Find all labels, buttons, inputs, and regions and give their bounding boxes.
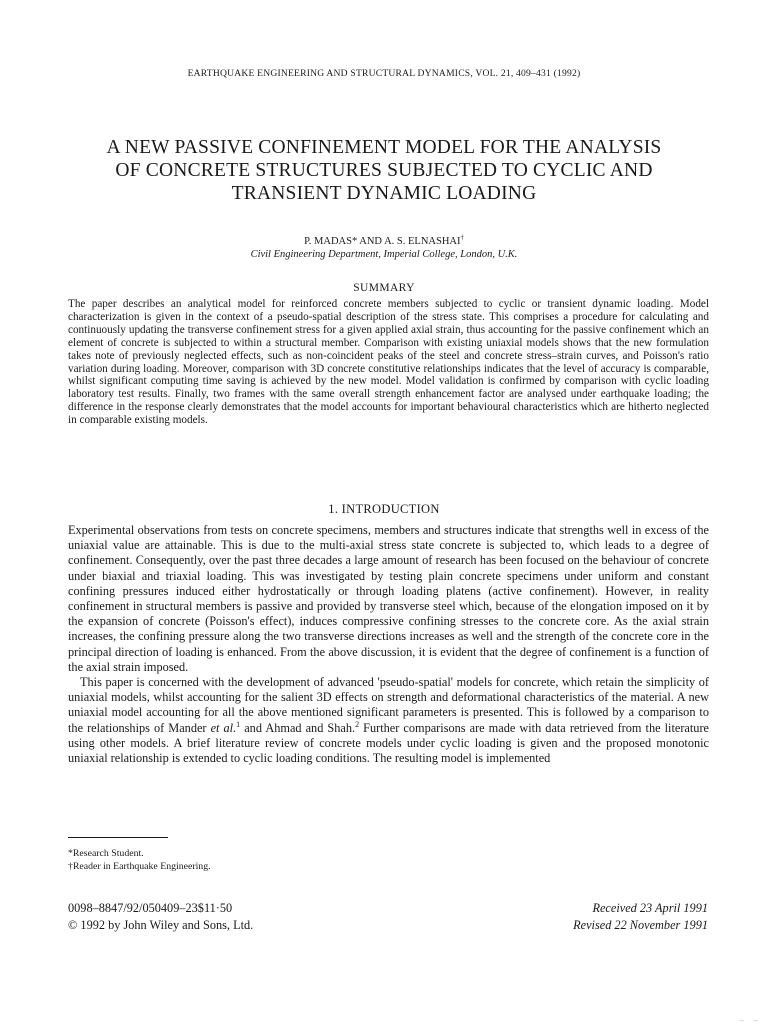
body-text: [68, 523, 709, 766]
revised-date: Revised 22 November 1991: [573, 917, 708, 932]
citation-ref: 2: [355, 719, 360, 729]
summary-heading: SUMMARY: [353, 282, 415, 294]
paragraph: [68, 675, 709, 766]
footnote: *Research Student.: [68, 848, 144, 859]
abstract-text: The paper describes an analytical model for reinforced concrete members subjected to cyclic or transient dynamic loading. Model characterization is given in the context of a pseudo-spatial description of the stress state. This comprises a procedure for calculating and continuously updating the transverse confinement stress for a given applied axial strain, thus accounting for the passive confinement which an element of concrete is subjected to within a structural member. Comparison with existing uniaxial models shows that the new formulation takes note of previously neglected effects, such as non-coincident peaks of the steel and concrete stress–strain curves, and Poisson's ratio variation during loading. Moreover, comparison with 3D concrete constitutive relationships indicates that the level of accuracy is comparable, whilst significant computing time saving is achieved by the new model. Model validation is confirmed by comparison with cyclic loading laboratory test results. Finally, two frames with the same overall strength enhancement factor are analysed under earthquake loading; the difference in the response clearly demonstrates that the model accounts for important behavioural characteristics which are hitherto neglected in comparable existing models.: [68, 298, 709, 427]
received-date: Received 23 April 1991: [592, 901, 708, 915]
publication-code: 0098–8847/92/050409–23$11·50: [68, 901, 233, 915]
corner-marks: — —: [739, 1016, 760, 1025]
author-name: P. MADAS: [304, 236, 352, 247]
author-name: A. S. ELNASHAI: [384, 236, 461, 247]
running-head: EARTHQUAKE ENGINEERING AND STRUCTURAL DYNAMICS, VOL. 21, 409–431 (1992): [187, 68, 581, 79]
author-mark: *: [351, 236, 358, 247]
author-list: [0, 236, 768, 247]
publication-info: [68, 900, 388, 933]
paper-title: [60, 136, 708, 205]
affiliation: Civil Engineering Department, Imperial College, London, U.K.: [250, 249, 518, 260]
title-line: A NEW PASSIVE CONFINEMENT MODEL FOR THE ANALYSIS: [106, 137, 662, 158]
author-separator: AND: [357, 236, 385, 247]
citation-ref: 1: [236, 719, 241, 729]
author-mark: †: [460, 234, 464, 242]
footnote-divider: [68, 837, 168, 838]
text-run-italic: et al.: [210, 720, 237, 735]
received-dates: [408, 900, 708, 933]
section-heading: 1. INTRODUCTION: [328, 502, 440, 516]
paragraph: Experimental observations from tests on concrete specimens, members and structures indicate that strengths well in excess of the uniaxial value are attainable. This is due to the multi-axial stress state concrete is subjected to, which leads to a degree of confinement. Consequently, over the past three decades a large amount of research has been focused on the behaviour of concrete under biaxial and triaxial loading. This was investigated by testing plain concrete specimens under uniform and constant confining pressures induced either hydrostatically or through loading platens (active confinement). However, in reality confinement in structural members is passive and provided by transverse steel which, because of the elongation imposed on it by the expansion of concrete (Poisson's effect), induces compressive confining stresses to the concrete core. As the axial strain increases, the confining pressure along the two transverse directions increases as well and the strength of the concrete core in the principal direction of loading is enhanced. From the above discussion, it is evident that the degree of confinement is a function of the axial strain imposed.: [68, 523, 709, 674]
copyright-notice: © 1992 by John Wiley and Sons, Ltd.: [68, 917, 254, 932]
title-line: TRANSIENT DYNAMIC LOADING: [231, 183, 537, 204]
text-run: This paper is concerned with the development of advanced 'pseudo-spatial' models for concrete, which retain the simplicity of uniaxial models, whilst accounting for the salient 3D effects on strength and deformational characteristics of the material. A new uniaxial model accounting for all the above mentioned significant parameters is presented. This is followed by a comparison to the relationships of Mander: [68, 675, 709, 735]
text-run: Further comparisons are made with data retrieved from the literature using other models. A brief literature review of concrete models under cyclic loading is given and the proposed monotonic uniaxial relationship is extended to cyclic loading conditions. The resulting model is implemented: [68, 720, 709, 766]
text-run: and Ahmad and Shah.: [240, 720, 356, 735]
title-line: OF CONCRETE STRUCTURES SUBJECTED TO CYCLIC AND: [115, 160, 653, 181]
footnote: †Reader in Earthquake Engineering.: [68, 861, 211, 872]
footnotes: [68, 847, 468, 873]
